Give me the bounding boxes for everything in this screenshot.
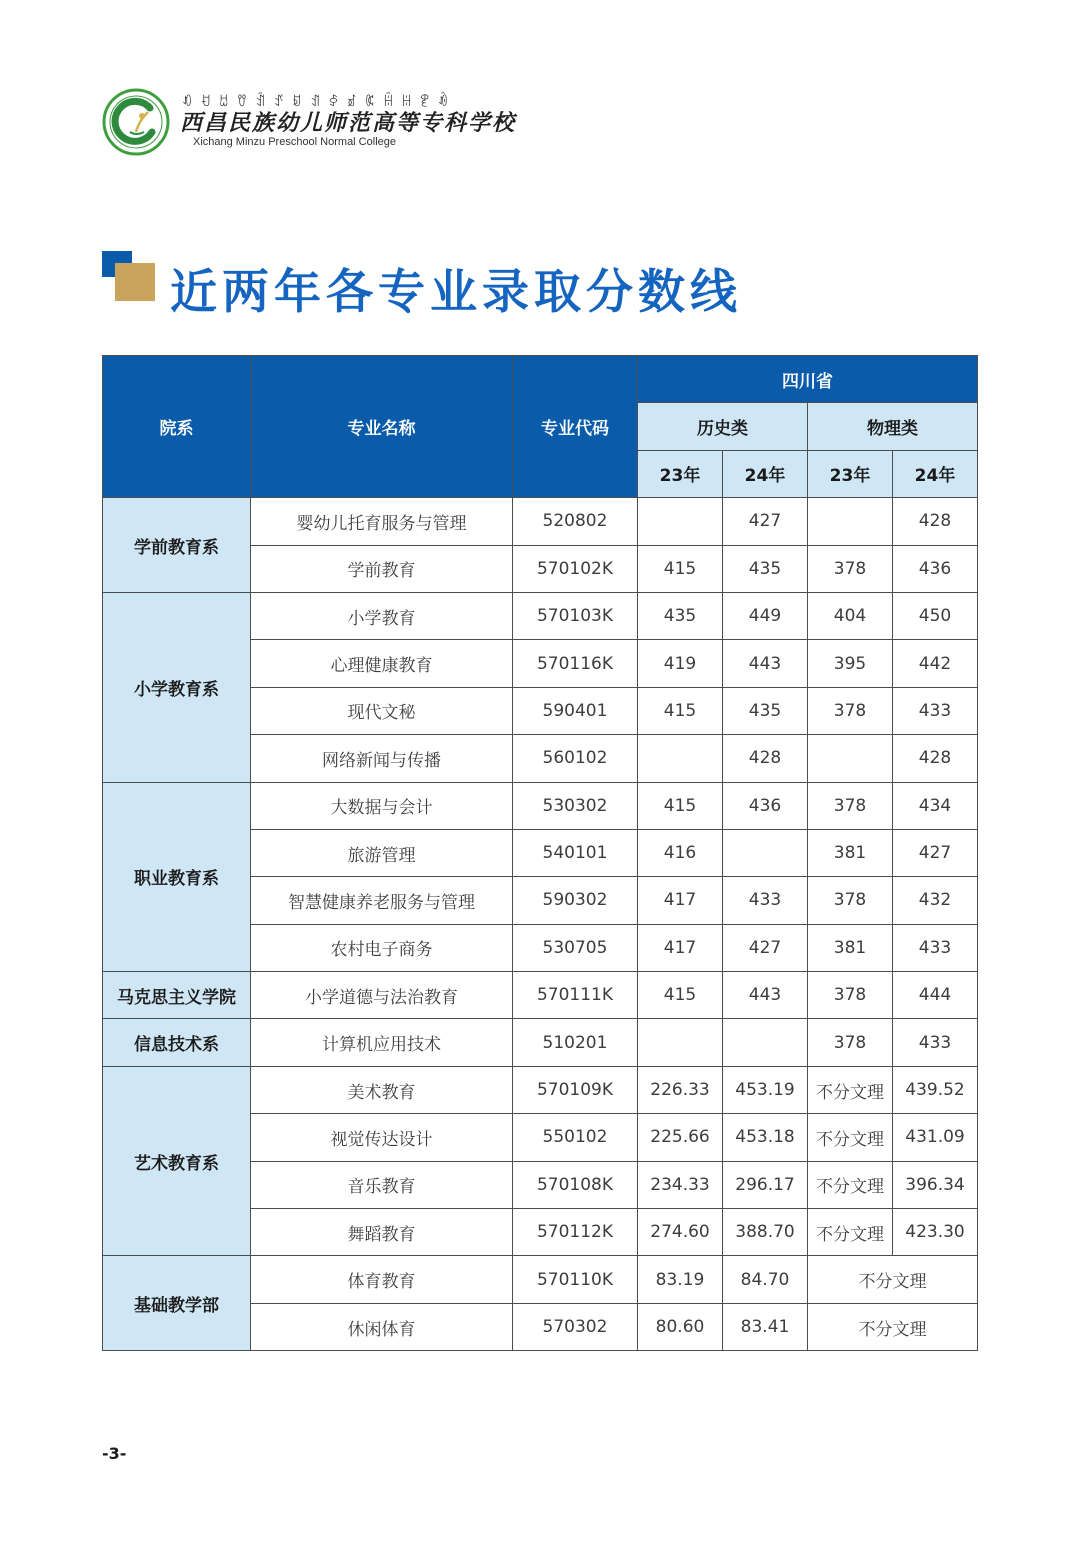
code-cell: 530705	[513, 924, 638, 971]
history-24-cell: 296.17	[723, 1161, 808, 1208]
history-23-cell: 234.33	[638, 1161, 723, 1208]
dept-cell: 信息技术系	[103, 1019, 251, 1066]
history-23-cell: 416	[638, 829, 723, 876]
header-history: 历史类	[638, 403, 808, 450]
history-23-cell: 435	[638, 592, 723, 639]
table-row	[103, 1066, 978, 1113]
code-cell: 570116K	[513, 640, 638, 687]
history-23-cell: 80.60	[638, 1303, 723, 1350]
page-title: 近两年各专业录取分数线	[170, 265, 742, 320]
major-cell: 智慧健康养老服务与管理	[251, 877, 513, 924]
physics-24-cell: 432	[893, 877, 978, 924]
major-cell: 休闲体育	[251, 1303, 513, 1350]
history-23-cell: 226.33	[638, 1066, 723, 1113]
code-cell: 570112K	[513, 1209, 638, 1256]
history-23-cell: 415	[638, 972, 723, 1019]
history-24-cell: 449	[723, 592, 808, 639]
header-physics-24: 24年	[893, 450, 978, 497]
history-24-cell: 84.70	[723, 1256, 808, 1303]
dept-cell: 学前教育系	[103, 498, 251, 593]
code-cell: 520802	[513, 498, 638, 545]
history-24-cell	[723, 1019, 808, 1066]
physics-24-cell: 431.09	[893, 1114, 978, 1161]
code-cell: 530302	[513, 782, 638, 829]
history-24-cell: 435	[723, 545, 808, 592]
code-cell: 550102	[513, 1114, 638, 1161]
physics-23-cell: 378	[808, 782, 893, 829]
history-24-cell: 388.70	[723, 1209, 808, 1256]
school-logo	[102, 88, 170, 156]
header-history-23: 23年	[638, 450, 723, 497]
history-24-cell	[723, 829, 808, 876]
code-cell: 570110K	[513, 1256, 638, 1303]
table-row	[103, 1019, 978, 1066]
physics-23-cell: 378	[808, 972, 893, 1019]
physics-merged-cell: 不分文理	[808, 1256, 978, 1303]
physics-23-cell: 378	[808, 545, 893, 592]
history-23-cell: 415	[638, 782, 723, 829]
history-24-cell: 453.18	[723, 1114, 808, 1161]
physics-24-cell: 433	[893, 924, 978, 971]
major-cell: 小学道德与法治教育	[251, 972, 513, 1019]
dept-cell: 艺术教育系	[103, 1066, 251, 1256]
history-24-cell: 428	[723, 735, 808, 782]
physics-23-cell	[808, 498, 893, 545]
table-row	[103, 782, 978, 829]
dept-cell: 基础教学部	[103, 1256, 251, 1351]
physics-23-cell: 不分文理	[808, 1114, 893, 1161]
history-24-cell: 436	[723, 782, 808, 829]
physics-23-cell: 404	[808, 592, 893, 639]
physics-24-cell: 450	[893, 592, 978, 639]
code-cell: 590401	[513, 687, 638, 734]
major-cell: 心理健康教育	[251, 640, 513, 687]
school-name: 西昌民族幼儿师范高等专科学校	[180, 110, 517, 136]
major-cell: 小学教育	[251, 592, 513, 639]
dept-cell: 职业教育系	[103, 782, 251, 972]
code-cell: 570111K	[513, 972, 638, 1019]
code-cell: 570302	[513, 1303, 638, 1350]
header-physics: 物理类	[808, 403, 978, 450]
physics-23-cell: 不分文理	[808, 1209, 893, 1256]
header-code: 专业代码	[513, 356, 638, 498]
history-23-cell: 417	[638, 924, 723, 971]
physics-24-cell: 439.52	[893, 1066, 978, 1113]
major-cell: 旅游管理	[251, 829, 513, 876]
code-cell: 570109K	[513, 1066, 638, 1113]
header-dept: 院系	[103, 356, 251, 498]
major-cell: 舞蹈教育	[251, 1209, 513, 1256]
history-23-cell: 417	[638, 877, 723, 924]
code-cell: 570108K	[513, 1161, 638, 1208]
physics-23-cell: 378	[808, 1019, 893, 1066]
physics-24-cell: 428	[893, 735, 978, 782]
physics-24-cell: 427	[893, 829, 978, 876]
header-province: 四川省	[638, 356, 978, 403]
title-decoration-gold	[115, 263, 155, 301]
physics-24-cell: 434	[893, 782, 978, 829]
history-23-cell: 225.66	[638, 1114, 723, 1161]
physics-23-cell: 395	[808, 640, 893, 687]
admission-score-table	[102, 355, 978, 1351]
physics-23-cell: 381	[808, 924, 893, 971]
physics-23-cell: 381	[808, 829, 893, 876]
history-24-cell: 435	[723, 687, 808, 734]
history-24-cell: 433	[723, 877, 808, 924]
major-cell: 视觉传达设计	[251, 1114, 513, 1161]
history-23-cell: 83.19	[638, 1256, 723, 1303]
history-23-cell: 274.60	[638, 1209, 723, 1256]
major-cell: 学前教育	[251, 545, 513, 592]
major-cell: 农村电子商务	[251, 924, 513, 971]
history-23-cell	[638, 498, 723, 545]
dept-cell: 马克思主义学院	[103, 972, 251, 1019]
history-24-cell: 443	[723, 972, 808, 1019]
physics-24-cell: 444	[893, 972, 978, 1019]
physics-24-cell: 396.34	[893, 1161, 978, 1208]
table-row	[103, 972, 978, 1019]
header-major: 专业名称	[251, 356, 513, 498]
physics-23-cell: 不分文理	[808, 1161, 893, 1208]
table-row	[103, 1256, 978, 1303]
physics-24-cell: 433	[893, 687, 978, 734]
code-cell: 560102	[513, 735, 638, 782]
major-cell: 计算机应用技术	[251, 1019, 513, 1066]
code-cell: 590302	[513, 877, 638, 924]
code-cell: 510201	[513, 1019, 638, 1066]
physics-merged-cell: 不分文理	[808, 1303, 978, 1350]
history-24-cell: 427	[723, 924, 808, 971]
history-23-cell	[638, 1019, 723, 1066]
history-23-cell	[638, 735, 723, 782]
table-row	[103, 592, 978, 639]
physics-24-cell: 433	[893, 1019, 978, 1066]
physics-24-cell: 442	[893, 640, 978, 687]
major-cell: 网络新闻与传播	[251, 735, 513, 782]
physics-23-cell: 378	[808, 877, 893, 924]
history-24-cell: 453.19	[723, 1066, 808, 1113]
physics-24-cell: 428	[893, 498, 978, 545]
physics-23-cell: 378	[808, 687, 893, 734]
major-cell: 体育教育	[251, 1256, 513, 1303]
physics-23-cell	[808, 735, 893, 782]
code-cell: 570103K	[513, 592, 638, 639]
dept-cell: 小学教育系	[103, 592, 251, 782]
header-physics-23: 23年	[808, 450, 893, 497]
major-cell: 美术教育	[251, 1066, 513, 1113]
page-number: -3-	[102, 1444, 127, 1463]
history-23-cell: 419	[638, 640, 723, 687]
code-cell: 540101	[513, 829, 638, 876]
major-cell: 音乐教育	[251, 1161, 513, 1208]
physics-23-cell: 不分文理	[808, 1066, 893, 1113]
school-name-en: Xichang Minzu Preschool Normal College	[193, 136, 396, 148]
history-24-cell: 443	[723, 640, 808, 687]
physics-24-cell: 423.30	[893, 1209, 978, 1256]
yi-script-school-name: ꀒ ꀀ ꀠ ꀎ ꀉ ꀋ ꀂ ꀊ ꀆ ꀃ ꀇ ꀌ ꀍ ꀏ ꀐ	[182, 95, 451, 110]
major-cell: 婴幼儿托育服务与管理	[251, 498, 513, 545]
history-23-cell: 415	[638, 545, 723, 592]
history-23-cell: 415	[638, 687, 723, 734]
code-cell: 570102K	[513, 545, 638, 592]
header-history-24: 24年	[723, 450, 808, 497]
major-cell: 现代文秘	[251, 687, 513, 734]
history-24-cell: 427	[723, 498, 808, 545]
physics-24-cell: 436	[893, 545, 978, 592]
table-row	[103, 498, 978, 545]
major-cell: 大数据与会计	[251, 782, 513, 829]
history-24-cell: 83.41	[723, 1303, 808, 1350]
